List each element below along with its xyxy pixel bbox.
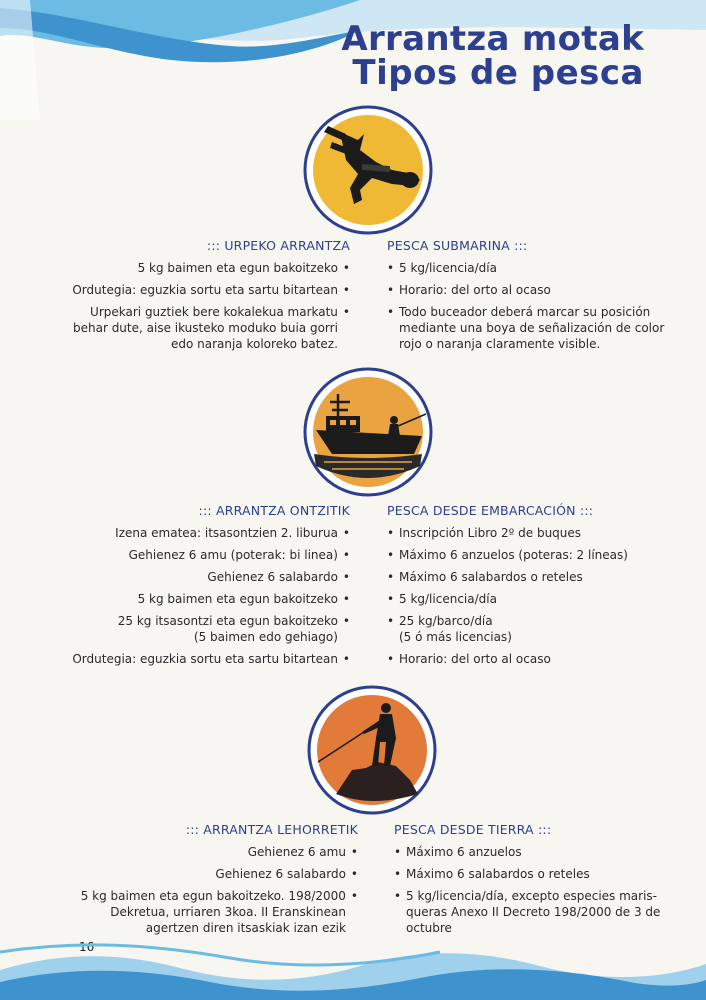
list-item: • Inscripción Libro 2º de buques bbox=[387, 526, 582, 540]
list-item: Gehienez 6 amu • bbox=[247, 845, 358, 859]
section-heading: ::: ARRANTZA ONTZITIK bbox=[198, 503, 350, 518]
section-3-spanish bbox=[394, 822, 674, 942]
section-heading: PESCA DESDE TIERRA ::: bbox=[394, 822, 552, 837]
list-item: • Máximo 6 anzuelos bbox=[394, 845, 522, 859]
page-title bbox=[341, 19, 644, 93]
list-item: Ordutegia: eguzkia sortu eta sartu bitartean • bbox=[72, 283, 350, 297]
list-item: • Horario: del orto al ocaso bbox=[387, 283, 551, 297]
section-1-spanish bbox=[387, 238, 667, 358]
boat-emblem bbox=[302, 366, 434, 498]
list-item: 5 kg baimen eta egun bakoitzeko • bbox=[137, 592, 350, 606]
section-1-basque bbox=[50, 238, 350, 358]
list-item: • 25 kg/barco/día (5 ó más licencias) bbox=[387, 614, 512, 644]
list-item: • Máximo 6 salabardos o reteles bbox=[394, 867, 590, 881]
boat-icon bbox=[302, 366, 434, 498]
list-item: • 5 kg/licencia/día, excepto especies maris- queras Anexo II Decreto 198/2000 de 3 de octubre bbox=[394, 889, 661, 935]
list-item: • Máximo 6 anzuelos (poteras: 2 líneas) bbox=[387, 548, 628, 562]
list-item: Izena ematea: itsasontzien 2. liburua • bbox=[115, 526, 350, 540]
shore-angler-icon bbox=[306, 684, 438, 816]
page-number: 16 bbox=[79, 940, 95, 954]
title-spanish: Tipos de pesca bbox=[352, 53, 644, 93]
list-item: • Todo buceador deberá marcar su posición mediante una boya de señalización de color rojo o naranja claramente visible. bbox=[387, 305, 665, 351]
shore-angler-emblem bbox=[306, 684, 438, 816]
list-item: Gehienez 6 salabardo • bbox=[215, 867, 358, 881]
list-item: Gehienez 6 amu (poterak: bi linea) • bbox=[128, 548, 350, 562]
section-2-spanish bbox=[387, 503, 667, 673]
list-item: Urpekari guztiek bere kokalekua markatu behar dute, aise ikusteko moduko buia gorri edo naranja koloreko batez. • bbox=[72, 305, 350, 351]
list-item: Ordutegia: eguzkia sortu eta sartu bitartean • bbox=[72, 652, 350, 666]
title-basque: Arrantza motak bbox=[341, 19, 644, 59]
section-heading: ::: ARRANTZA LEHORRETIK bbox=[185, 822, 358, 837]
section-2-basque bbox=[50, 503, 350, 673]
diver-emblem bbox=[302, 104, 434, 236]
bottom-wave-decoration bbox=[0, 930, 706, 1000]
section-3-basque bbox=[58, 822, 358, 942]
section-heading: ::: URPEKO ARRANTZA bbox=[206, 238, 350, 253]
list-item: • Horario: del orto al ocaso bbox=[387, 652, 551, 666]
list-item: Gehienez 6 salabardo • bbox=[207, 570, 350, 584]
list-item: • 5 kg/licencia/día bbox=[387, 261, 497, 275]
list-item: • 5 kg/licencia/día bbox=[387, 592, 497, 606]
section-heading: PESCA DESDE EMBARCACIÓN ::: bbox=[387, 503, 594, 518]
list-item: 25 kg itsasontzi eta egun bakoitzeko (5 baimen edo gehiago) • bbox=[117, 614, 350, 644]
diver-icon bbox=[302, 104, 434, 236]
section-heading: PESCA SUBMARINA ::: bbox=[387, 238, 528, 253]
list-item: • Máximo 6 salabardos o reteles bbox=[387, 570, 583, 584]
list-item: 5 kg baimen eta egun bakoitzeko • bbox=[137, 261, 350, 275]
list-item: 5 kg baimen eta egun bakoitzeko. 198/2000 Dekretua, urriaren 3koa. II Eranskinean agertzen diren itsaskiak izan ezik • bbox=[80, 889, 358, 935]
